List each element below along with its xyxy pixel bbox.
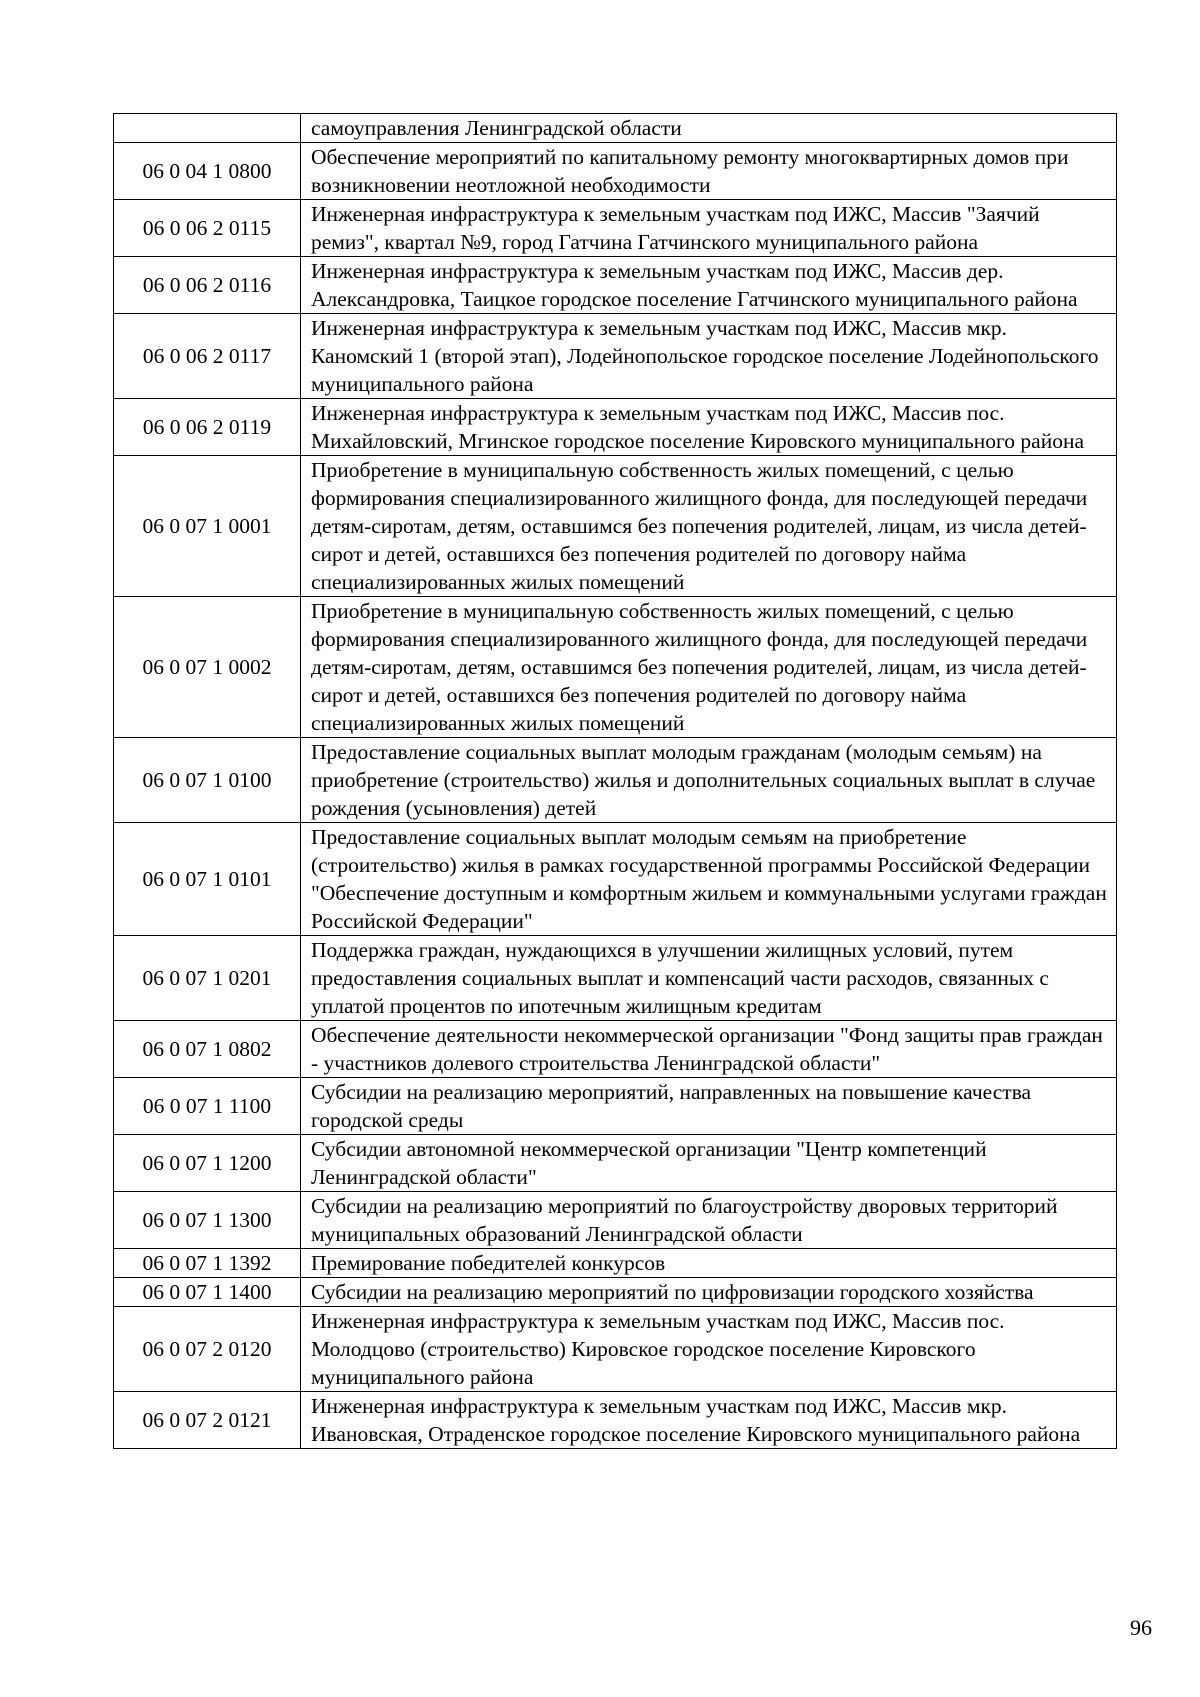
code-cell: 06 0 07 1 1300 xyxy=(114,1192,301,1249)
code-cell: 06 0 07 1 0001 xyxy=(114,456,301,597)
code-cell: 06 0 06 2 0117 xyxy=(114,314,301,399)
code-cell: 06 0 06 2 0115 xyxy=(114,200,301,257)
description-cell: Инженерная инфраструктура к земельным участкам под ИЖС, Массив пос. Молодцово (строительство) Кировское городское поселение Кировского муниципального района xyxy=(301,1307,1117,1392)
table-row xyxy=(114,738,1117,823)
table-row xyxy=(114,114,1117,143)
table-row xyxy=(114,314,1117,399)
description-cell: самоуправления Ленинградской области xyxy=(301,114,1117,143)
code-cell: 06 0 07 1 1400 xyxy=(114,1278,301,1307)
code-cell xyxy=(114,114,301,143)
table-row xyxy=(114,1021,1117,1078)
description-cell: Инженерная инфраструктура к земельным участкам под ИЖС, Массив мкр. Ивановская, Отраденское городское поселение Кировского муниципального района xyxy=(301,1392,1117,1449)
description-cell: Поддержка граждан, нуждающихся в улучшении жилищных условий, путем предоставления социальных выплат и компенсаций части расходов, связанных с уплатой процентов по ипотечным жилищным кредитам xyxy=(301,936,1117,1021)
code-cell: 06 0 07 1 1392 xyxy=(114,1249,301,1278)
code-cell: 06 0 07 1 0100 xyxy=(114,738,301,823)
code-cell: 06 0 07 1 0802 xyxy=(114,1021,301,1078)
description-cell: Предоставление социальных выплат молодым семьям на приобретение (строительство) жилья в рамках государственной программы Российской Федерации "Обеспечение доступным и комфортным жильем и коммунальными услугами граждан Российской Федерации" xyxy=(301,823,1117,936)
code-cell: 06 0 06 2 0119 xyxy=(114,399,301,456)
page-number: 96 xyxy=(1130,1615,1152,1640)
table-row xyxy=(114,456,1117,597)
description-cell: Премирование победителей конкурсов xyxy=(301,1249,1117,1278)
table-row xyxy=(114,597,1117,738)
description-cell: Инженерная инфраструктура к земельным участкам под ИЖС, Массив пос. Михайловский, Мгинское городское поселение Кировского муниципального района xyxy=(301,399,1117,456)
table-row xyxy=(114,200,1117,257)
table-row xyxy=(114,143,1117,200)
table-row xyxy=(114,1249,1117,1278)
description-cell: Субсидии на реализацию мероприятий по благоустройству дворовых территорий муниципальных образований Ленинградской области xyxy=(301,1192,1117,1249)
table-row xyxy=(114,1078,1117,1135)
description-cell: Обеспечение мероприятий по капитальному ремонту многоквартирных домов при возникновении неотложной необходимости xyxy=(301,143,1117,200)
description-cell: Инженерная инфраструктура к земельным участкам под ИЖС, Массив мкр. Каномский 1 (второй этап), Лодейнопольское городское поселение Лодейнопольского муниципального района xyxy=(301,314,1117,399)
description-cell: Обеспечение деятельности некоммерческой организации "Фонд защиты прав граждан - участников долевого строительства Ленинградской области" xyxy=(301,1021,1117,1078)
budget-code-table xyxy=(113,113,1117,1449)
code-cell: 06 0 06 2 0116 xyxy=(114,257,301,314)
description-cell: Приобретение в муниципальную собственность жилых помещений, с целью формирования специализированного жилищного фонда, для последующей передачи детям-сиротам, детям, оставшимся без попечения родителей, лицам, из числа детей-сирот и детей, оставшихся без попечения родителей по договору найма специализированных жилых помещений xyxy=(301,456,1117,597)
table-row xyxy=(114,1135,1117,1192)
table-row xyxy=(114,1192,1117,1249)
table-row xyxy=(114,1278,1117,1307)
description-cell: Приобретение в муниципальную собственность жилых помещений, с целью формирования специализированного жилищного фонда, для последующей передачи детям-сиротам, детям, оставшимся без попечения родителей, лицам, из числа детей-сирот и детей, оставшихся без попечения родителей по договору найма специализированных жилых помещений xyxy=(301,597,1117,738)
description-cell: Инженерная инфраструктура к земельным участкам под ИЖС, Массив дер. Александровка, Таицкое городское поселение Гатчинского муниципального района xyxy=(301,257,1117,314)
description-cell: Субсидии автономной некоммерческой организации "Центр компетенций Ленинградской области" xyxy=(301,1135,1117,1192)
code-cell: 06 0 07 2 0121 xyxy=(114,1392,301,1449)
description-cell: Инженерная инфраструктура к земельным участкам под ИЖС, Массив "Заячий ремиз", квартал №9, город Гатчина Гатчинского муниципального района xyxy=(301,200,1117,257)
code-cell: 06 0 07 1 0002 xyxy=(114,597,301,738)
table-row xyxy=(114,399,1117,456)
description-cell: Субсидии на реализацию мероприятий, направленных на повышение качества городской среды xyxy=(301,1078,1117,1135)
table-row xyxy=(114,823,1117,936)
description-cell: Предоставление социальных выплат молодым гражданам (молодым семьям) на приобретение (строительство) жилья и дополнительных социальных выплат в случае рождения (усыновления) детей xyxy=(301,738,1117,823)
code-cell: 06 0 07 1 0101 xyxy=(114,823,301,936)
table-row xyxy=(114,936,1117,1021)
code-cell: 06 0 07 1 0201 xyxy=(114,936,301,1021)
code-cell: 06 0 07 1 1200 xyxy=(114,1135,301,1192)
table-row xyxy=(114,1392,1117,1449)
table-row xyxy=(114,1307,1117,1392)
table-row xyxy=(114,257,1117,314)
code-cell: 06 0 07 2 0120 xyxy=(114,1307,301,1392)
code-cell: 06 0 04 1 0800 xyxy=(114,143,301,200)
description-cell: Субсидии на реализацию мероприятий по цифровизации городского хозяйства xyxy=(301,1278,1117,1307)
code-cell: 06 0 07 1 1100 xyxy=(114,1078,301,1135)
